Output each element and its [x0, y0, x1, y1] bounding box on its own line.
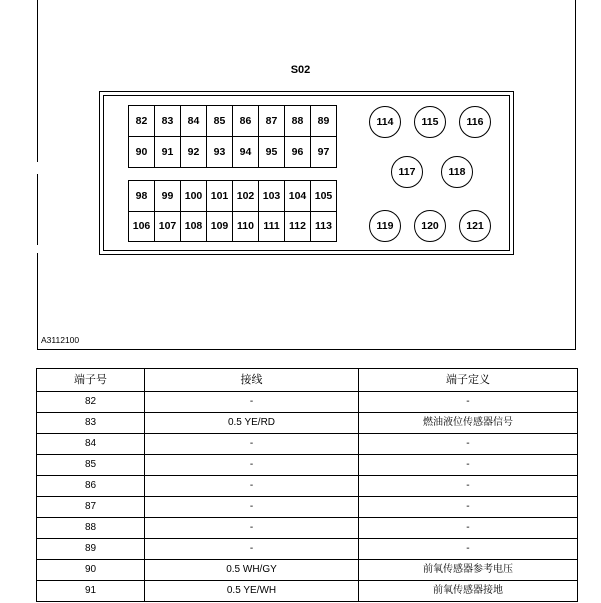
- wire-spec: -: [145, 392, 359, 413]
- pin-definition-table: [36, 368, 578, 602]
- pin-grid-bottom: [128, 180, 337, 242]
- round-pin: 115: [414, 106, 446, 138]
- pin-cell: 113: [311, 212, 337, 242]
- pin-definition: 前氧传感器接地: [359, 581, 578, 602]
- wire-spec: -: [145, 455, 359, 476]
- pin-number: 87: [37, 497, 145, 518]
- pin-number: 91: [37, 581, 145, 602]
- pin-row: [129, 181, 337, 212]
- connector-label: S02: [290, 64, 311, 76]
- pin-cell: 84: [181, 106, 207, 137]
- round-pin: 119: [369, 210, 401, 242]
- wire-spec: -: [145, 476, 359, 497]
- table-row: [37, 581, 578, 602]
- pin-definition: -: [359, 497, 578, 518]
- pin-cell: 82: [129, 106, 155, 137]
- pin-cell: 86: [233, 106, 259, 137]
- wire-spec: 0.5 WH/GY: [145, 560, 359, 581]
- pin-cell: 95: [259, 137, 285, 168]
- pin-definition: 前氧传感器参考电压: [359, 560, 578, 581]
- pin-cell: 103: [259, 181, 285, 212]
- pin-cell: 109: [207, 212, 233, 242]
- pin-cell: 112: [285, 212, 311, 242]
- pin-grid-top: [128, 105, 337, 168]
- round-pin: 117: [391, 156, 423, 188]
- pin-number: 90: [37, 560, 145, 581]
- header-wire: 接线: [145, 369, 359, 392]
- round-pin: 114: [369, 106, 401, 138]
- wire-spec: -: [145, 497, 359, 518]
- header-definition: 端子定义: [359, 369, 578, 392]
- pin-row: [129, 106, 337, 137]
- pin-cell: 105: [311, 181, 337, 212]
- pin-definition: -: [359, 518, 578, 539]
- pin-number: 89: [37, 539, 145, 560]
- pin-cell: 96: [285, 137, 311, 168]
- pin-definition: -: [359, 455, 578, 476]
- pin-cell: 98: [129, 181, 155, 212]
- round-pin: 118: [441, 156, 473, 188]
- wire-spec: -: [145, 434, 359, 455]
- pin-row: [129, 137, 337, 168]
- wire-spec: -: [145, 518, 359, 539]
- pin-cell: 90: [129, 137, 155, 168]
- pin-cell: 108: [181, 212, 207, 242]
- pin-number: 86: [37, 476, 145, 497]
- round-pin: 121: [459, 210, 491, 242]
- pin-number: 83: [37, 413, 145, 434]
- pin-cell: 104: [285, 181, 311, 212]
- pin-cell: 93: [207, 137, 233, 168]
- pin-definition: -: [359, 434, 578, 455]
- pin-cell: 89: [311, 106, 337, 137]
- pin-definition: 燃油液位传感器信号: [359, 413, 578, 434]
- table-row: [37, 455, 578, 476]
- pin-cell: 97: [311, 137, 337, 168]
- frame-gap-upper: [37, 162, 38, 174]
- wire-spec: -: [145, 539, 359, 560]
- frame-gap-lower: [37, 245, 38, 253]
- pin-definition: -: [359, 392, 578, 413]
- table-row: [37, 413, 578, 434]
- pin-cell: 106: [129, 212, 155, 242]
- figure-code: A3112100: [41, 335, 80, 345]
- pin-definition: -: [359, 476, 578, 497]
- pin-cell: 85: [207, 106, 233, 137]
- header-pin: 端子号: [37, 369, 145, 392]
- round-pin: 120: [414, 210, 446, 242]
- pin-cell: 91: [155, 137, 181, 168]
- table-row: [37, 539, 578, 560]
- pin-cell: 100: [181, 181, 207, 212]
- wire-spec: 0.5 YE/WH: [145, 581, 359, 602]
- pin-cell: 83: [155, 106, 181, 137]
- table-row: [37, 476, 578, 497]
- pin-cell: 88: [285, 106, 311, 137]
- table-row: [37, 497, 578, 518]
- pin-cell: 102: [233, 181, 259, 212]
- pin-definition: -: [359, 539, 578, 560]
- table-header-row: [37, 369, 578, 392]
- pin-number: 88: [37, 518, 145, 539]
- pin-cell: 101: [207, 181, 233, 212]
- pin-number: 82: [37, 392, 145, 413]
- pin-cell: 107: [155, 212, 181, 242]
- table-row: [37, 392, 578, 413]
- table-row: [37, 560, 578, 581]
- table-row: [37, 434, 578, 455]
- wire-spec: 0.5 YE/RD: [145, 413, 359, 434]
- round-pin: 116: [459, 106, 491, 138]
- pin-number: 85: [37, 455, 145, 476]
- pin-cell: 87: [259, 106, 285, 137]
- pin-cell: 94: [233, 137, 259, 168]
- pin-cell: 111: [259, 212, 285, 242]
- pin-row: [129, 212, 337, 242]
- pin-cell: 110: [233, 212, 259, 242]
- pin-cell: 92: [181, 137, 207, 168]
- pin-number: 84: [37, 434, 145, 455]
- table-row: [37, 518, 578, 539]
- pin-cell: 99: [155, 181, 181, 212]
